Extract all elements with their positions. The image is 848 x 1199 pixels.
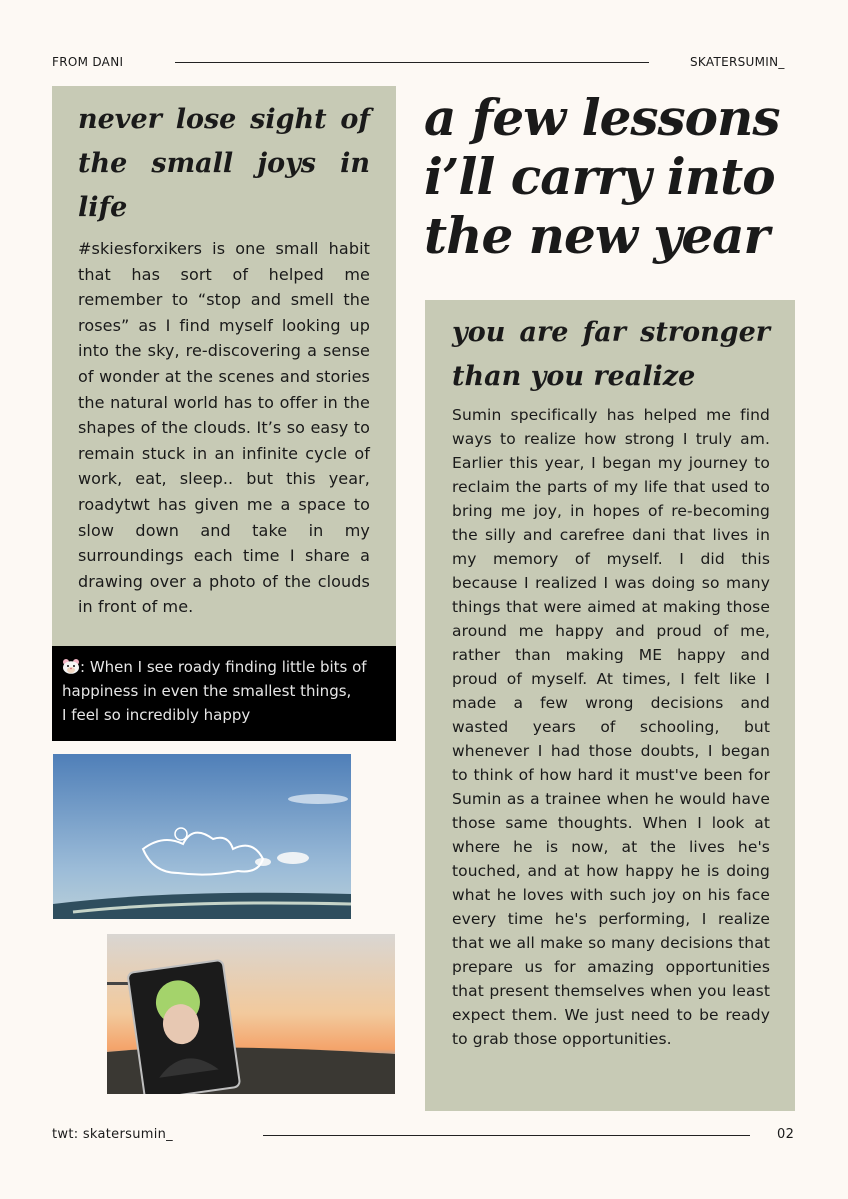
quote-line-2: happiness in even the smallest things,: [62, 682, 352, 700]
left-heading: never lose sight of the small joys in life: [78, 104, 370, 223]
header-from: FROM DANI: [52, 55, 124, 69]
header-rule: [175, 62, 649, 63]
hamster-emoji-icon: [62, 655, 80, 679]
quote-box: [52, 646, 396, 741]
right-heading: you are far stronger than you realize: [452, 317, 770, 392]
left-panel: [52, 86, 396, 646]
right-body: Sumin specifically has helped me find ways to realize how strong I truly am. Earlier this year, I began my journey to reclaim the parts of my life that used to bring me joy, in hopes of re-becoming the silly and carefree dani that lives in my memory of myself. I did this because I realized I was doing so many things that were aimed at making those around me happy and proud of me, rather than making ME happy and proud of myself. At times, I felt like I made a few wrong decisions and wasted years of schooling, but whenever I had those doubts, I began to think of how hard it must've been for Sumin as a trainee when he would have those same thoughts. When I look at where he is now, at the lives he's touched, and at how happy he is doing what he loves with such joy on his face every time he's performing, I realize that we all make so many decisions that prepare us for amazing opportunities that present themselves when you least expect them. We just need to be ready to grab those opportunities.: [452, 406, 770, 1048]
quote-line-1: : When I see roady finding little bits of: [62, 655, 386, 679]
page-number: 02: [777, 1127, 795, 1142]
footer-handle: twt: skatersumin_: [52, 1127, 173, 1142]
title-line-3: the new year: [424, 206, 769, 265]
title-line-1: a few lessons: [424, 88, 780, 147]
footer-rule: [263, 1135, 750, 1136]
right-panel: [425, 300, 795, 1111]
quote-line-3: I feel so incredibly happy: [62, 706, 251, 724]
left-body: #skiesforxikers is one small habit that has sort of helped me remember to “stop and smell the roses” as I find myself looking up into the sky, re-discovering a sense of wonder at the scenes and stories the natural world has to offer in the shapes of the clouds. It’s so easy to remain stuck in an infinite cycle of work, eat, sleep.. but this year, roadytwt has given me a space to slow down and take in my surroundings each time I share a drawing over a photo of the clouds in front of me.: [78, 239, 370, 617]
sky-photo: [53, 754, 351, 919]
page-title: [424, 88, 804, 265]
header-handle: SKATERSUMIN_: [690, 55, 785, 69]
sunset-photocard-photo: [107, 934, 395, 1094]
title-line-2: i’ll carry into: [424, 147, 775, 206]
